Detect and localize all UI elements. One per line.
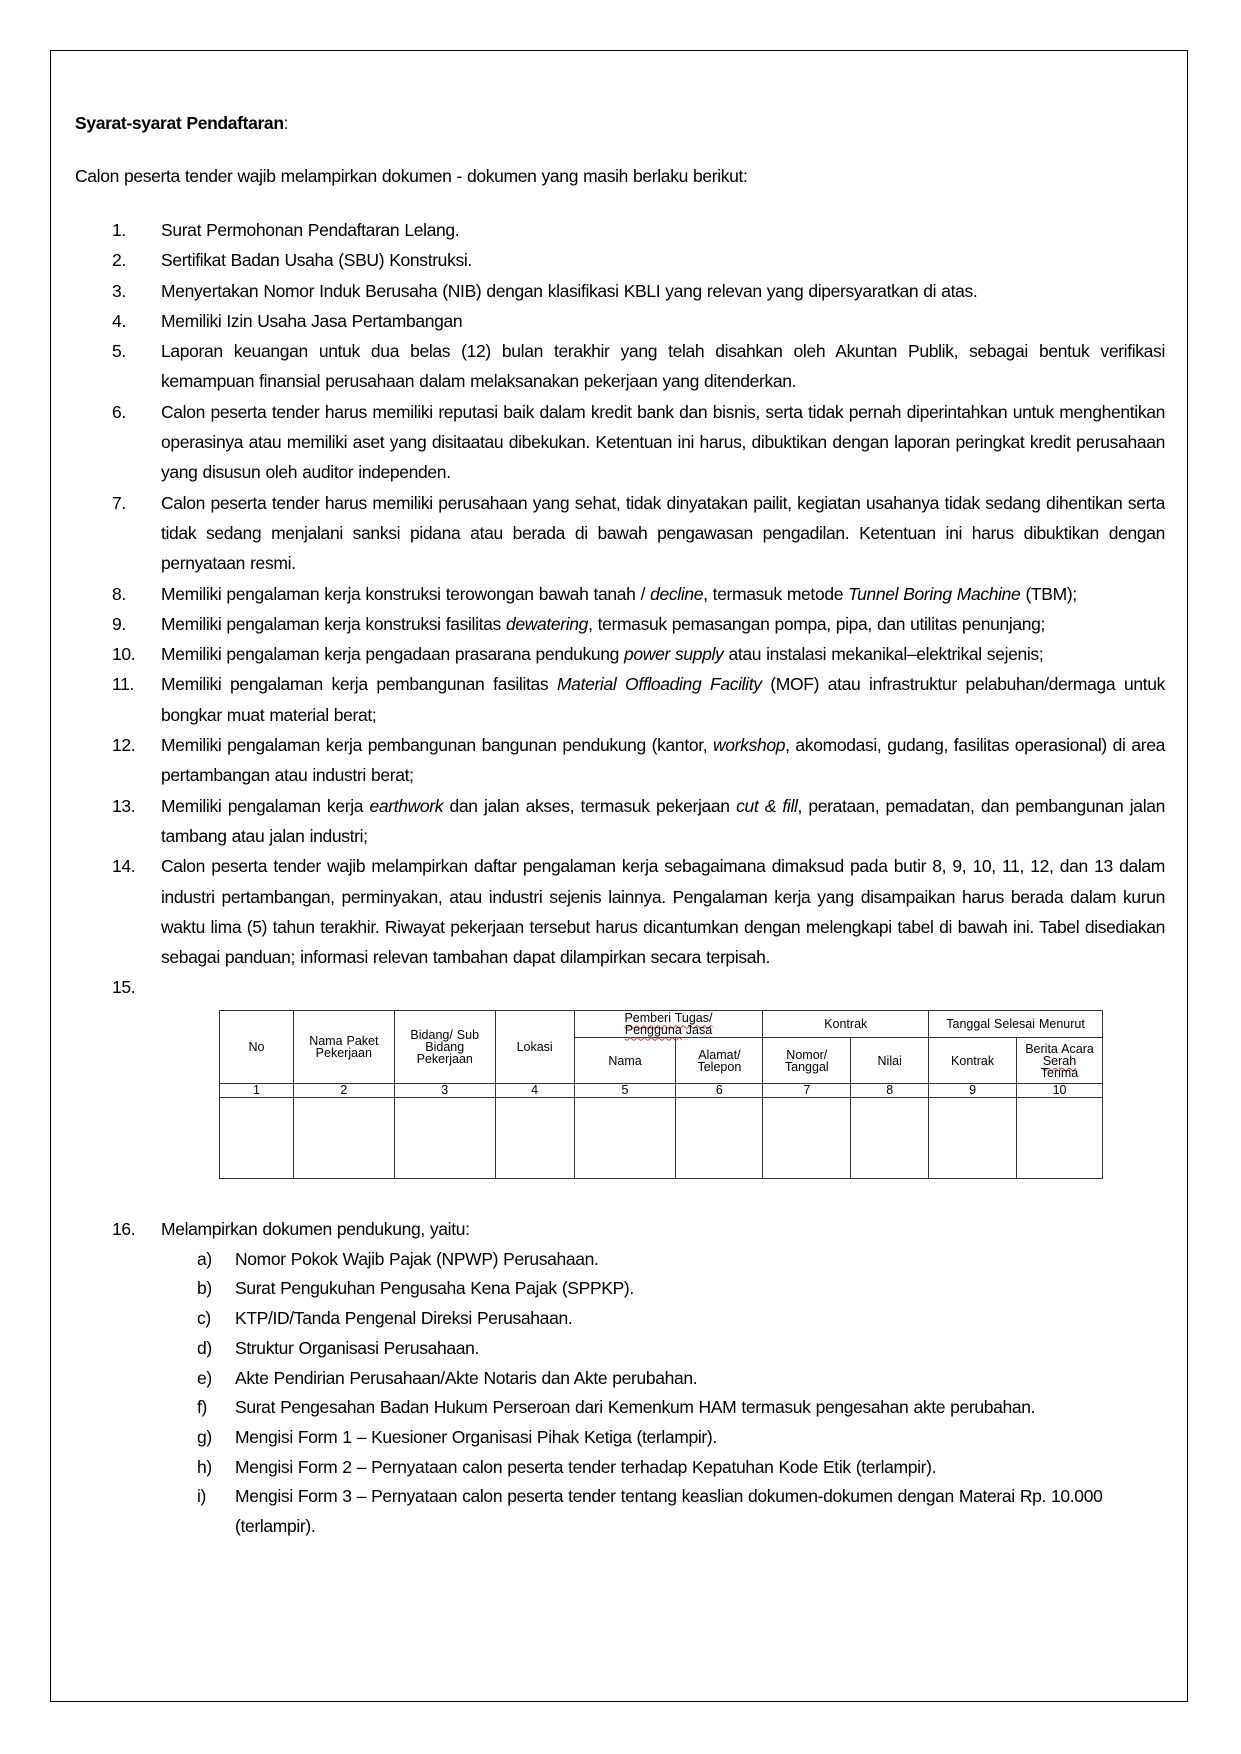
supporting-documents-list [75, 1245, 1165, 1542]
item-number: 8. [112, 583, 126, 604]
column-number: 5 [574, 1084, 676, 1098]
item-italic: Material Offloading Facility [556, 674, 762, 695]
sub-item-text: KTP/ID/Tanda Pengenal Direksi Perusahaan. [235, 1308, 573, 1329]
table-cell[interactable] [293, 1098, 394, 1179]
list-item-2 [75, 245, 1165, 275]
item-text: Memiliki pengalaman kerja konstruksi terowongan bawah tanah / [161, 583, 651, 604]
header-alamat: Alamat/ Telepon [676, 1038, 763, 1084]
item-number: 1. [112, 220, 126, 240]
item-number: 4. [112, 310, 126, 331]
list-item-6 [75, 397, 1165, 488]
sub-item-h [75, 1453, 1165, 1483]
header-text: Tanggal Selesai Menurut [946, 1017, 1085, 1032]
item-text: (MOF) atau infrastruktur pelabuhan/dermaga untuk bongkar muat material berat; [161, 674, 1166, 725]
sub-item-g [75, 1423, 1165, 1453]
sub-item-letter: h) [197, 1456, 212, 1477]
sub-item-letter: f) [197, 1397, 207, 1418]
item-text: Melampirkan dokumen pendukung, yaitu: [161, 1219, 470, 1240]
column-number: 2 [293, 1084, 394, 1098]
item-text: dan jalan akses, termasuk pekerjaan [443, 795, 737, 816]
item-number: 13. [112, 795, 136, 816]
item-text: Calon peserta tender wajib melampirkan daftar pengalaman kerja sebagaimana dimaksud pada butir 8, 9, 10, 11, 12, dan 13 dalam industri pertambangan, perminyakan, atau industri sejenis lainnya. Pengalaman kerja yang disampaikan harus berada dalam kurun waktu lima (5) tahun terakhir. Riwayat pekerjaan tersebut harus dicantumkan dengan melengkapi tabel di bawah ini. Tabel disediakan sebagai panduan; informasi relevan tambahan dapat dilampirkan secara terpisah. [161, 856, 1165, 968]
sub-item-letter: d) [197, 1337, 212, 1358]
item-text: Menyertakan Nomor Induk Berusaha (NIB) dengan klasifikasi KBLI yang relevan yang dipersyaratkan di atas. [161, 280, 978, 301]
header-text: Serah [1042, 1053, 1077, 1068]
table-cell[interactable] [676, 1098, 763, 1179]
item-number: 10. [112, 644, 136, 665]
sub-item-b [75, 1274, 1165, 1304]
item-text: , termasuk pemasangan pompa, pipa, dan utilitas penunjang; [588, 613, 1046, 634]
header-text: Pemberi [624, 1011, 671, 1026]
item-number: 3. [112, 280, 126, 301]
sub-item-text: Akte Pendirian Perusahaan/Akte Notaris dan Akte perubahan. [235, 1367, 698, 1388]
sub-item-text: Surat Pengesahan Badan Hukum Perseroan dari Kemenkum HAM termasuk pengesahan akte perubahan. [235, 1397, 1036, 1418]
column-number: 8 [851, 1084, 929, 1098]
item-number: 7. [112, 492, 126, 513]
requirements-list [75, 215, 1165, 1542]
table-row [220, 1098, 1103, 1179]
table-cell[interactable] [929, 1098, 1017, 1179]
sub-item-letter: b) [197, 1278, 212, 1299]
list-item-12 [75, 730, 1165, 791]
table-cell[interactable] [763, 1098, 851, 1179]
table-cell[interactable] [1017, 1098, 1103, 1179]
header-text: Jasa [681, 1023, 713, 1038]
list-item-9 [75, 609, 1165, 639]
list-item-4 [75, 306, 1165, 336]
sub-item-text: Mengisi Form 2 – Pernyataan calon peserta tender terhadap Kepatuhan Kode Etik (terlampir). [235, 1456, 937, 1477]
item-text: , akomodasi, gudang, fasilitas operasional) di area pertambangan atau industri berat; [161, 735, 1165, 786]
list-item-13 [75, 791, 1165, 852]
sub-item-letter: a) [197, 1248, 212, 1269]
sub-item-e [75, 1364, 1165, 1394]
item-text: Memiliki Izin Usaha Jasa Pertambangan [161, 310, 463, 331]
sub-item-a [75, 1245, 1165, 1275]
list-item-11 [75, 669, 1165, 730]
header-text: Bidang/ Sub Bidang Pekerjaan [410, 1028, 480, 1067]
header-text: Tugas/ [670, 1011, 713, 1026]
table-cell[interactable] [574, 1098, 676, 1179]
sub-item-c [75, 1304, 1165, 1334]
column-number: 3 [394, 1084, 495, 1098]
sub-item-text: Mengisi Form 1 – Kuesioner Organisasi Pihak Ketiga (terlampir). [235, 1426, 717, 1447]
item-text: Memiliki pengalaman kerja pengadaan prasarana pendukung [161, 644, 625, 665]
header-tanggal-selesai [929, 1011, 1103, 1038]
list-item-1 [75, 215, 1165, 245]
header-text: Berita Acara [1025, 1041, 1094, 1056]
sub-item-text: Mengisi Form 3 – Pernyataan calon peserta tender tentang keaslian dokumen-dokumen dengan Materai Rp. 10.000 (terlampir). [235, 1486, 1103, 1537]
header-bidang [394, 1011, 495, 1084]
item-text: , perataan, pemadatan, dan pembangunan jalan tambang atau jalan industri; [161, 795, 1165, 846]
item-text: , termasuk metode [703, 583, 849, 604]
item-italic: power supply [624, 644, 724, 665]
table-header-row-1 [220, 1011, 1103, 1038]
table-cell[interactable] [495, 1098, 574, 1179]
table-cell[interactable] [394, 1098, 495, 1179]
intro-paragraph: Calon peserta tender wajib melampirkan dokumen - dokumen yang masih berlaku berikut: [75, 166, 748, 186]
sub-item-text: Struktur Organisasi Perusahaan. [235, 1337, 480, 1358]
header-no: No [220, 1011, 294, 1084]
sub-item-d [75, 1334, 1165, 1364]
item-number: 9. [112, 613, 126, 634]
item-number: 2. [112, 250, 126, 271]
list-item-15 [75, 972, 1165, 1002]
header-text: Nama Paket Pekerjaan [309, 1034, 379, 1061]
section-heading [75, 108, 1165, 138]
item-number: 11. [112, 674, 134, 695]
item-italic: Tunnel Boring Machine [848, 583, 1021, 604]
sub-item-letter: i) [197, 1486, 207, 1507]
item-text: (TBM); [1020, 583, 1077, 604]
experience-table-container [75, 1010, 1165, 1210]
item-text: Memiliki pengalaman kerja konstruksi fasilitas [161, 613, 506, 634]
item-italic: decline [650, 583, 704, 604]
list-item-14 [75, 851, 1165, 972]
sub-item-letter: c) [197, 1308, 211, 1329]
header-nomor-tanggal: Nomor/ Tanggal [763, 1038, 851, 1084]
document-body [75, 108, 1165, 1542]
header-lokasi: Lokasi [495, 1011, 574, 1084]
item-text: Memiliki pengalaman kerja [161, 795, 370, 816]
list-item-7 [75, 488, 1165, 579]
item-text: Sertifikat Badan Usaha (SBU) Konstruksi. [161, 250, 472, 271]
experience-table [219, 1010, 1103, 1179]
sub-item-text: Surat Pengukuhan Pengusaha Kena Pajak (SPPKP). [235, 1278, 634, 1299]
list-item-10 [75, 639, 1165, 669]
column-number: 1 [220, 1084, 294, 1098]
column-number: 7 [763, 1084, 851, 1098]
header-bast [1017, 1038, 1103, 1084]
item-italic: workshop [713, 735, 786, 756]
item-number: 12. [112, 735, 136, 756]
column-number: 9 [929, 1084, 1017, 1098]
sub-item-letter: g) [197, 1426, 212, 1447]
item-italic: earthwork [369, 795, 444, 816]
header-kontrak-date: Kontrak [929, 1038, 1017, 1084]
list-item-5 [75, 336, 1165, 397]
sub-item-text: Nomor Pokok Wajib Pajak (NPWP) Perusahaan. [235, 1248, 599, 1269]
header-kontrak: Kontrak [763, 1011, 929, 1038]
item-text: Surat Permohonan Pendaftaran Lelang. [161, 220, 460, 240]
item-number: 5. [112, 341, 126, 362]
item-text: Laporan keuangan untuk dua belas (12) bulan terakhir yang telah disahkan oleh Akuntan Publik, sebagai bentuk verifikasi kemampuan finansial perusahaan dalam melaksanakan pekerjaan yang ditenderkan. [161, 341, 1165, 392]
header-nama-paket [293, 1011, 394, 1084]
item-text: Calon peserta tender harus memiliki perusahaan yang sehat, tidak dinyatakan pailit, kegiatan usahanya tidak sedang dihentikan serta tidak sedang menjalani sanksi pidana atau berada di bawah pengawasan pengadilan. Ketentuan ini harus dibuktikan dengan pernyataan resmi. [161, 492, 1165, 574]
header-text: Pengguna [624, 1023, 682, 1038]
column-number: 6 [676, 1084, 763, 1098]
item-number: 16. [112, 1219, 136, 1240]
item-number: 15. [112, 977, 136, 998]
column-number: 4 [495, 1084, 574, 1098]
item-text: Calon peserta tender harus memiliki reputasi baik dalam kredit bank dan bisnis, serta tidak pernah diperintahkan untuk menghentikan operasinya atau memiliki aset yang disitaatau dibekukan. Ketentuan ini harus, dibuktikan dengan laporan peringkat kredit perusahaan yang disusun oleh auditor independen. [161, 401, 1165, 483]
column-number: 10 [1017, 1084, 1103, 1098]
item-text: Memiliki pengalaman kerja pembangunan fasilitas [161, 674, 557, 695]
item-italic: cut & fill [736, 795, 798, 816]
item-number: 6. [112, 401, 126, 422]
list-item-3 [75, 276, 1165, 306]
table-cell[interactable] [220, 1098, 294, 1179]
list-item-16 [75, 1214, 1165, 1244]
item-text: Memiliki pengalaman kerja pembangunan bangunan pendukung (kantor, [161, 735, 714, 756]
list-item-8 [75, 579, 1165, 609]
header-nilai: Nilai [851, 1038, 929, 1084]
header-text: Terima [1040, 1065, 1079, 1080]
sub-item-i [75, 1482, 1165, 1541]
sub-item-letter: e) [197, 1367, 212, 1388]
item-text: atau instalasi mekanikal–elektrikal sejenis; [723, 644, 1044, 665]
table-cell[interactable] [851, 1098, 929, 1179]
item-number: 14. [112, 856, 136, 877]
item-italic: dewatering [505, 613, 589, 634]
sub-item-f [75, 1393, 1165, 1423]
header-pemberi-tugas [574, 1011, 763, 1038]
heading-colon: : [283, 113, 289, 133]
header-nama: Nama [574, 1038, 676, 1084]
heading-text: Syarat-syarat Pendaftaran [75, 113, 284, 133]
column-number-row [220, 1084, 1103, 1098]
